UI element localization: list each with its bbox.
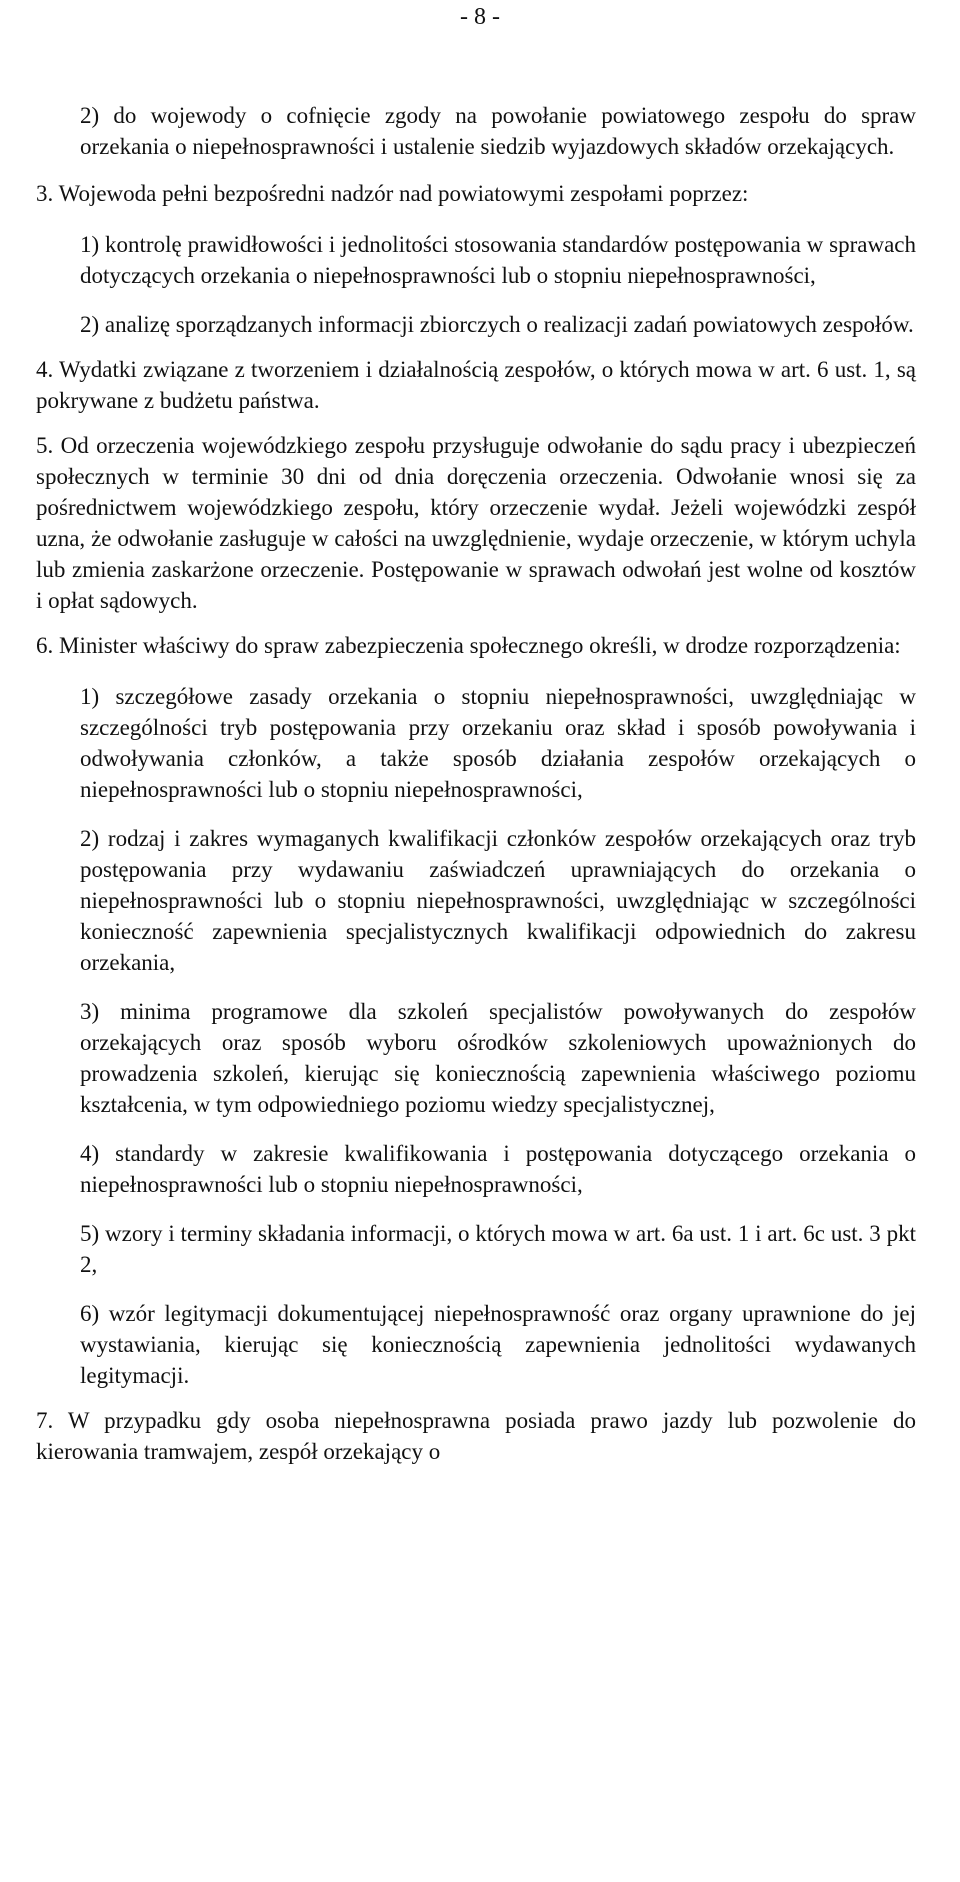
page-number: - 8 - — [460, 4, 500, 30]
paragraph-6-intro: 6. Minister właściwy do spraw zabezpieczenia społecznego określi, w drodze rozporządzenia: — [36, 633, 901, 658]
paragraph-7: 7. W przypadku gdy osoba niepełnosprawna posiada prawo jazdy lub pozwolenie do kierowania tramwajem, zespół orzekający o — [36, 1408, 916, 1464]
paragraph-4: 4. Wydatki związane z tworzeniem i działalnością zespołów, o których mowa w art. 6 ust. 1, są pokrywane z budżetu państwa. — [36, 357, 916, 413]
paragraph-6-item-1: 1) szczegółowe zasady orzekania o stopniu niepełnosprawności, uwzględniając w szczególności tryb postępowania przy orzekaniu oraz skład i sposób powoływania i odwoływania członków, a także sposób działania zespołów orzekających o niepełnosprawności lub o stopniu niepełnosprawności, — [80, 684, 916, 802]
paragraph-6-item-6: 6) wzór legitymacji dokumentującej niepełnosprawność oraz organy uprawnione do jej wystawiania, kierując się koniecznością zapewnienia jednolitości wydawanych legitymacji. — [80, 1301, 916, 1388]
paragraph-3-item-1: 1) kontrolę prawidłowości i jednolitości stosowania standardów postępowania w sprawach dotyczących orzekania o niepełnosprawności lub o stopniu niepełnosprawności, — [80, 232, 916, 288]
paragraph-6-item-3: 3) minima programowe dla szkoleń specjalistów powoływanych do zespołów orzekających oraz sposób wyboru ośrodków szkoleniowych upoważnionych do prowadzenia szkoleń, kierując się koniecznością zapewnienia właściwego poziomu kształcenia, w tym odpowiedniego poziomu wiedzy specjalistycznej, — [80, 999, 916, 1117]
document-body — [36, 100, 916, 1467]
paragraph-3-intro: 3. Wojewoda pełni bezpośredni nadzór nad powiatowymi zespołami poprzez: — [36, 181, 749, 206]
paragraph-2-item-2: 2) do wojewody o cofnięcie zgody na powołanie powiatowego zespołu do spraw orzekania o niepełnosprawności i ustalenie siedzib wyjazdowych składów orzekających. — [80, 103, 916, 159]
paragraph-3-item-2: 2) analizę sporządzanych informacji zbiorczych o realizacji zadań powiatowych zespołów. — [80, 312, 914, 337]
paragraph-6-item-2: 2) rodzaj i zakres wymaganych kwalifikacji członków zespołów orzekających oraz tryb postępowania przy wydawaniu zaświadczeń uprawniających do orzekania o niepełnosprawności lub o stopniu niepełnosprawności, uwzględniając w szczególności konieczność zapewnienia specjalistycznych kwalifikacji odpowiednich do zakresu orzekania, — [80, 826, 916, 975]
paragraph-6-item-4: 4) standardy w zakresie kwalifikowania i postępowania dotyczącego orzekania o niepełnosprawności lub o stopniu niepełnosprawności, — [80, 1141, 916, 1197]
paragraph-5: 5. Od orzeczenia wojewódzkiego zespołu przysługuje odwołanie do sądu pracy i ubezpieczeń społecznych w terminie 30 dni od dnia doręczenia orzeczenia. Odwołanie wnosi się za pośrednictwem wojewódzkiego zespołu, który orzeczenie wydał. Jeżeli wojewódzki zespół uzna, że odwołanie zasługuje w całości na uwzględnienie, wydaje orzeczenie, w którym uchyla lub zmienia zaskarżone orzeczenie. Postępowanie w sprawach odwołań jest wolne od kosztów i opłat sądowych. — [36, 433, 916, 613]
paragraph-6-item-5: 5) wzory i terminy składania informacji, o których mowa w art. 6a ust. 1 i art. 6c ust. 3 pkt 2, — [80, 1221, 916, 1277]
